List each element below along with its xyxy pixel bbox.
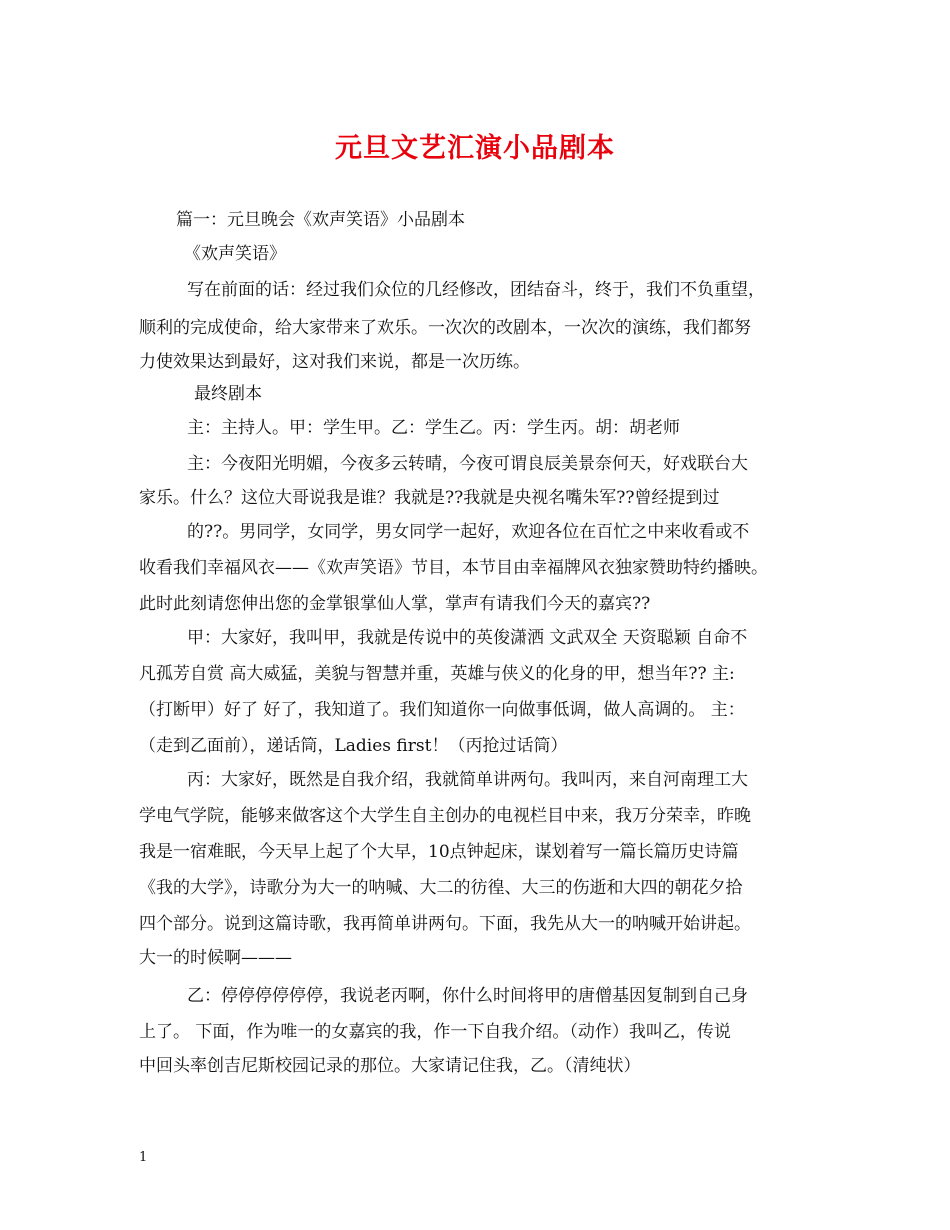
paragraph-line: 此时此刻请您伸出您的金掌银掌仙人掌，掌声有请我们今天的嘉宾?? [139,594,651,614]
subtitle-line: 《欢声笑语》 [184,244,286,264]
paragraph-line: 的??。男同学，女同学，男女同学一起好，欢迎各位在百忙之中来收看或不 [187,522,750,542]
paragraph-line: （走到乙面前），递话筒，Ladies first！（丙抢过话筒） [139,736,568,756]
paragraph-line: 学电气学院，能够来做客这个大学生自主创办的电视栏目中来，我万分荣幸，昨晚 [139,806,751,826]
paragraph-line: 丙：大家好，既然是自我介绍，我就简单讲两句。我叫丙，来自河南理工大 [187,770,748,790]
paragraph-line: 甲：大家好，我叫甲，我就是传说中的英俊潇洒 文武双全 天资聪颖 自命不 [187,628,748,648]
paragraph-line: 收看我们幸福风衣——《欢声笑语》节目，本节目由幸福牌风衣独家赞助特约播映。 [139,558,768,578]
paragraph-line: 最终剧本 [194,384,262,404]
document-title: 元旦文艺汇演小品剧本 [335,133,615,164]
paragraph-line: 凡孤芳自赏 高大威猛，美貌与智慧并重，英雄与侠义的化身的甲，想当年?? 主: [139,664,735,684]
paragraph-line: 大一的时候啊——— [139,948,292,968]
page-number: 1 [139,1150,148,1165]
paragraph-line: 四个部分。说到这篇诗歌，我再简单讲两句。下面，我先从大一的呐喊开始讲起。 [139,914,751,934]
paragraph-line: （打断甲）好了 好了，我知道了。我们知道你一向做事低调，做人高调的。 主： [139,700,745,720]
paragraph-line: 主：今夜阳光明媚，今夜多云转晴，今夜可谓良辰美景奈何天，好戏联台大 [187,454,748,474]
paragraph-line: 《我的大学》，诗歌分为大一的呐喊、大二的彷徨、大三的伤逝和大四的朝花夕拾 [139,878,743,898]
paragraph-line: 写在前面的话：经过我们众位的几经修改，团结奋斗，终于，我们不负重望， [187,280,765,300]
paragraph-line: 力使效果达到最好，这对我们来说，都是一次历练。 [139,352,530,372]
paragraph-line: 主：主持人。甲：学生甲。乙：学生乙。丙：学生丙。胡：胡老师 [187,418,680,438]
paragraph-line: 上了。 下面，作为唯一的女嘉宾的我，作一下自我介绍。（动作）我叫乙，传说 [139,1022,731,1042]
paragraph-line: 家乐。什么？这位大哥说我是谁？我就是??我就是央视名嘴朱军??曾经提到过 [139,488,720,508]
paragraph-line: 中回头率创吉尼斯校园记录的那位。大家请记住我，乙。（清纯状） [139,1056,641,1076]
paragraph-line: 我是一宿难眠，今天早上起了个大早，10点钟起床，谋划着写一篇长篇历史诗篇 [139,842,739,862]
section-heading: 篇一：元旦晚会《欢声笑语》小品剧本 [176,210,465,230]
paragraph-line: 乙：停停停停停停，我说老丙啊，你什么时间将甲的唐僧基因复制到自己身 [187,986,748,1006]
paragraph-line: 顺利的完成使命，给大家带来了欢乐。一次次的改剧本，一次次的演练，我们都努 [139,318,751,338]
